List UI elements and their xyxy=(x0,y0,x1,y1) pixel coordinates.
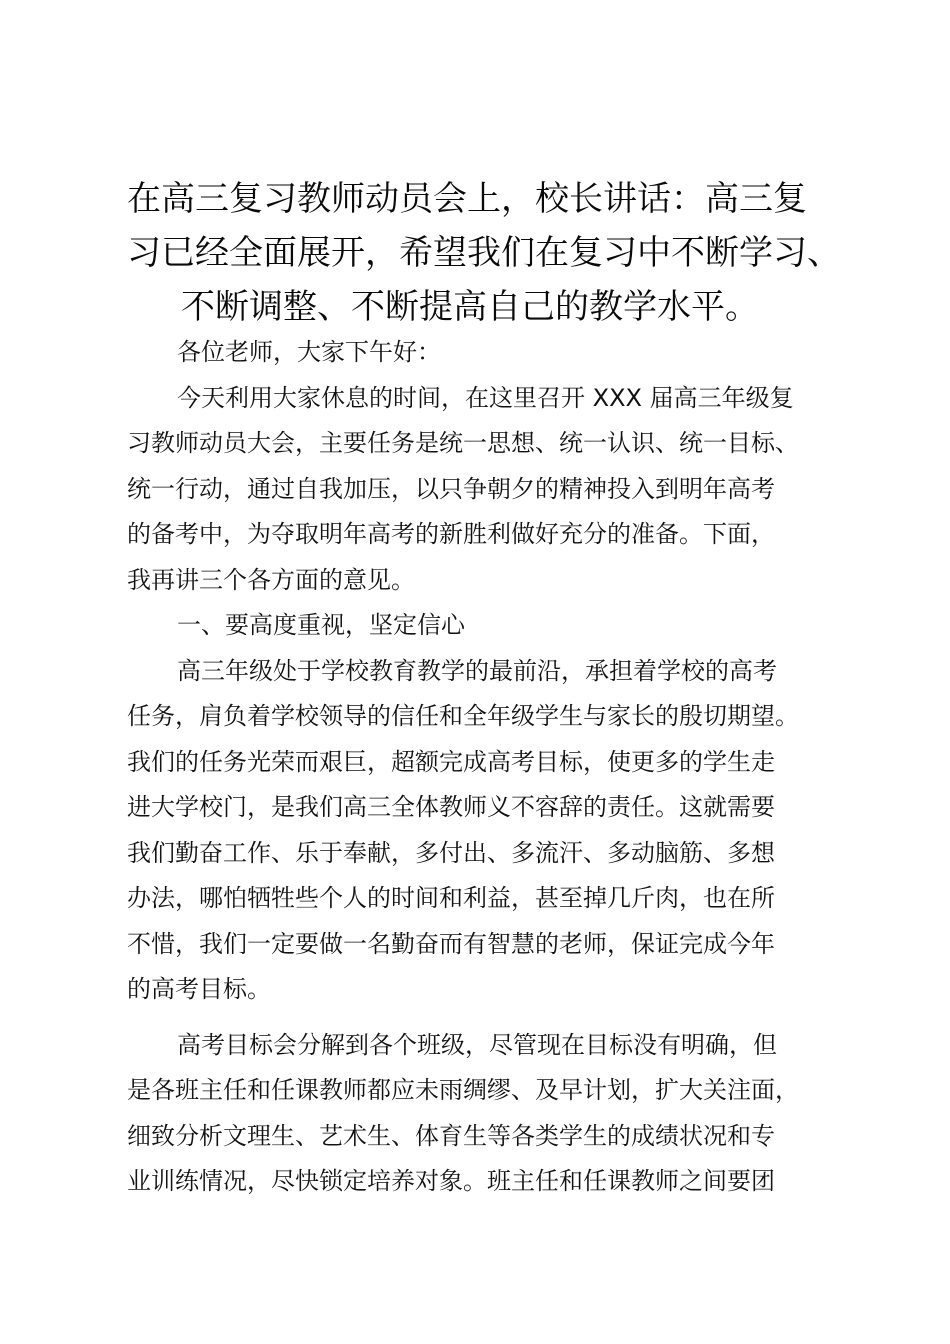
paragraph-line: 的高考目标。 xyxy=(127,975,271,1003)
paragraph-line: 是各班主任和任课教师都应未雨绸缪、及早计划，扩大关注面， xyxy=(127,1076,799,1104)
title-line-1: 在高三复习教师动员会上，校长讲话：高三复 xyxy=(127,179,807,219)
paragraph-gap xyxy=(127,1013,867,1023)
section-heading: 一、要高度重视，坚定信心 xyxy=(177,611,465,639)
paragraph-line: 统一行动，通过自我加压，以只争朝夕的精神投入到明年高考 xyxy=(127,474,775,503)
paragraph-line: 今天利用大家休息的时间，在这里召开 XXX 届高三年级复 xyxy=(177,383,794,412)
paragraph-line: 业训练情况，尽快锁定培养对象。班主任和任课教师之间要团 xyxy=(127,1167,775,1195)
title-line-3: 不断调整、不断提高自己的教学水平。 xyxy=(181,287,759,327)
paragraph-intro xyxy=(127,376,867,604)
paragraph-section-1 xyxy=(127,649,867,1013)
paragraph-line: 我们的任务光荣而艰巨，超额完成高考目标，使更多的学生走 xyxy=(127,747,775,776)
paragraph-line: 我们勤奋工作、乐于奉献，多付出、多流汗、多动脑筋、多想 xyxy=(127,838,775,867)
paragraph-line: 我再讲三个各方面的意见。 xyxy=(127,565,415,594)
paragraph-line: 任务，肩负着学校领导的信任和全年级学生与家长的殷切期望。 xyxy=(127,702,799,730)
paragraph-line: 习教师动员大会，主要任务是统一思想、统一认识、统一目标、 xyxy=(127,429,799,457)
paragraph-line: 办法，哪怕牺牲些个人的时间和利益，甚至掉几斤肉，也在所 xyxy=(127,884,775,912)
document-body xyxy=(127,330,867,1205)
paragraph-section-2 xyxy=(127,1023,867,1205)
paragraph-line: 细致分析文理生、艺术生、体育生等各类学生的成绩状况和专 xyxy=(127,1121,775,1150)
greeting: 各位老师，大家下午好： xyxy=(177,338,441,366)
document-title xyxy=(127,172,867,334)
paragraph-line: 高三年级处于学校教育教学的最前沿，承担着学校的高考 xyxy=(177,656,777,685)
paragraph-line: 的备考中，为夺取明年高考的新胜利做好充分的准备。下面， xyxy=(127,520,775,548)
paragraph-line: 不惜，我们一定要做一名勤奋而有智慧的老师，保证完成今年 xyxy=(127,929,775,958)
paragraph-line: 进大学校门，是我们高三全体教师义不容辞的责任。这就需要 xyxy=(127,793,775,821)
title-line-2: 习已经全面展开，希望我们在复习中不断学习、 xyxy=(127,233,841,273)
paragraph-line: 高考目标会分解到各个班级，尽管现在目标没有明确，但 xyxy=(177,1030,777,1059)
